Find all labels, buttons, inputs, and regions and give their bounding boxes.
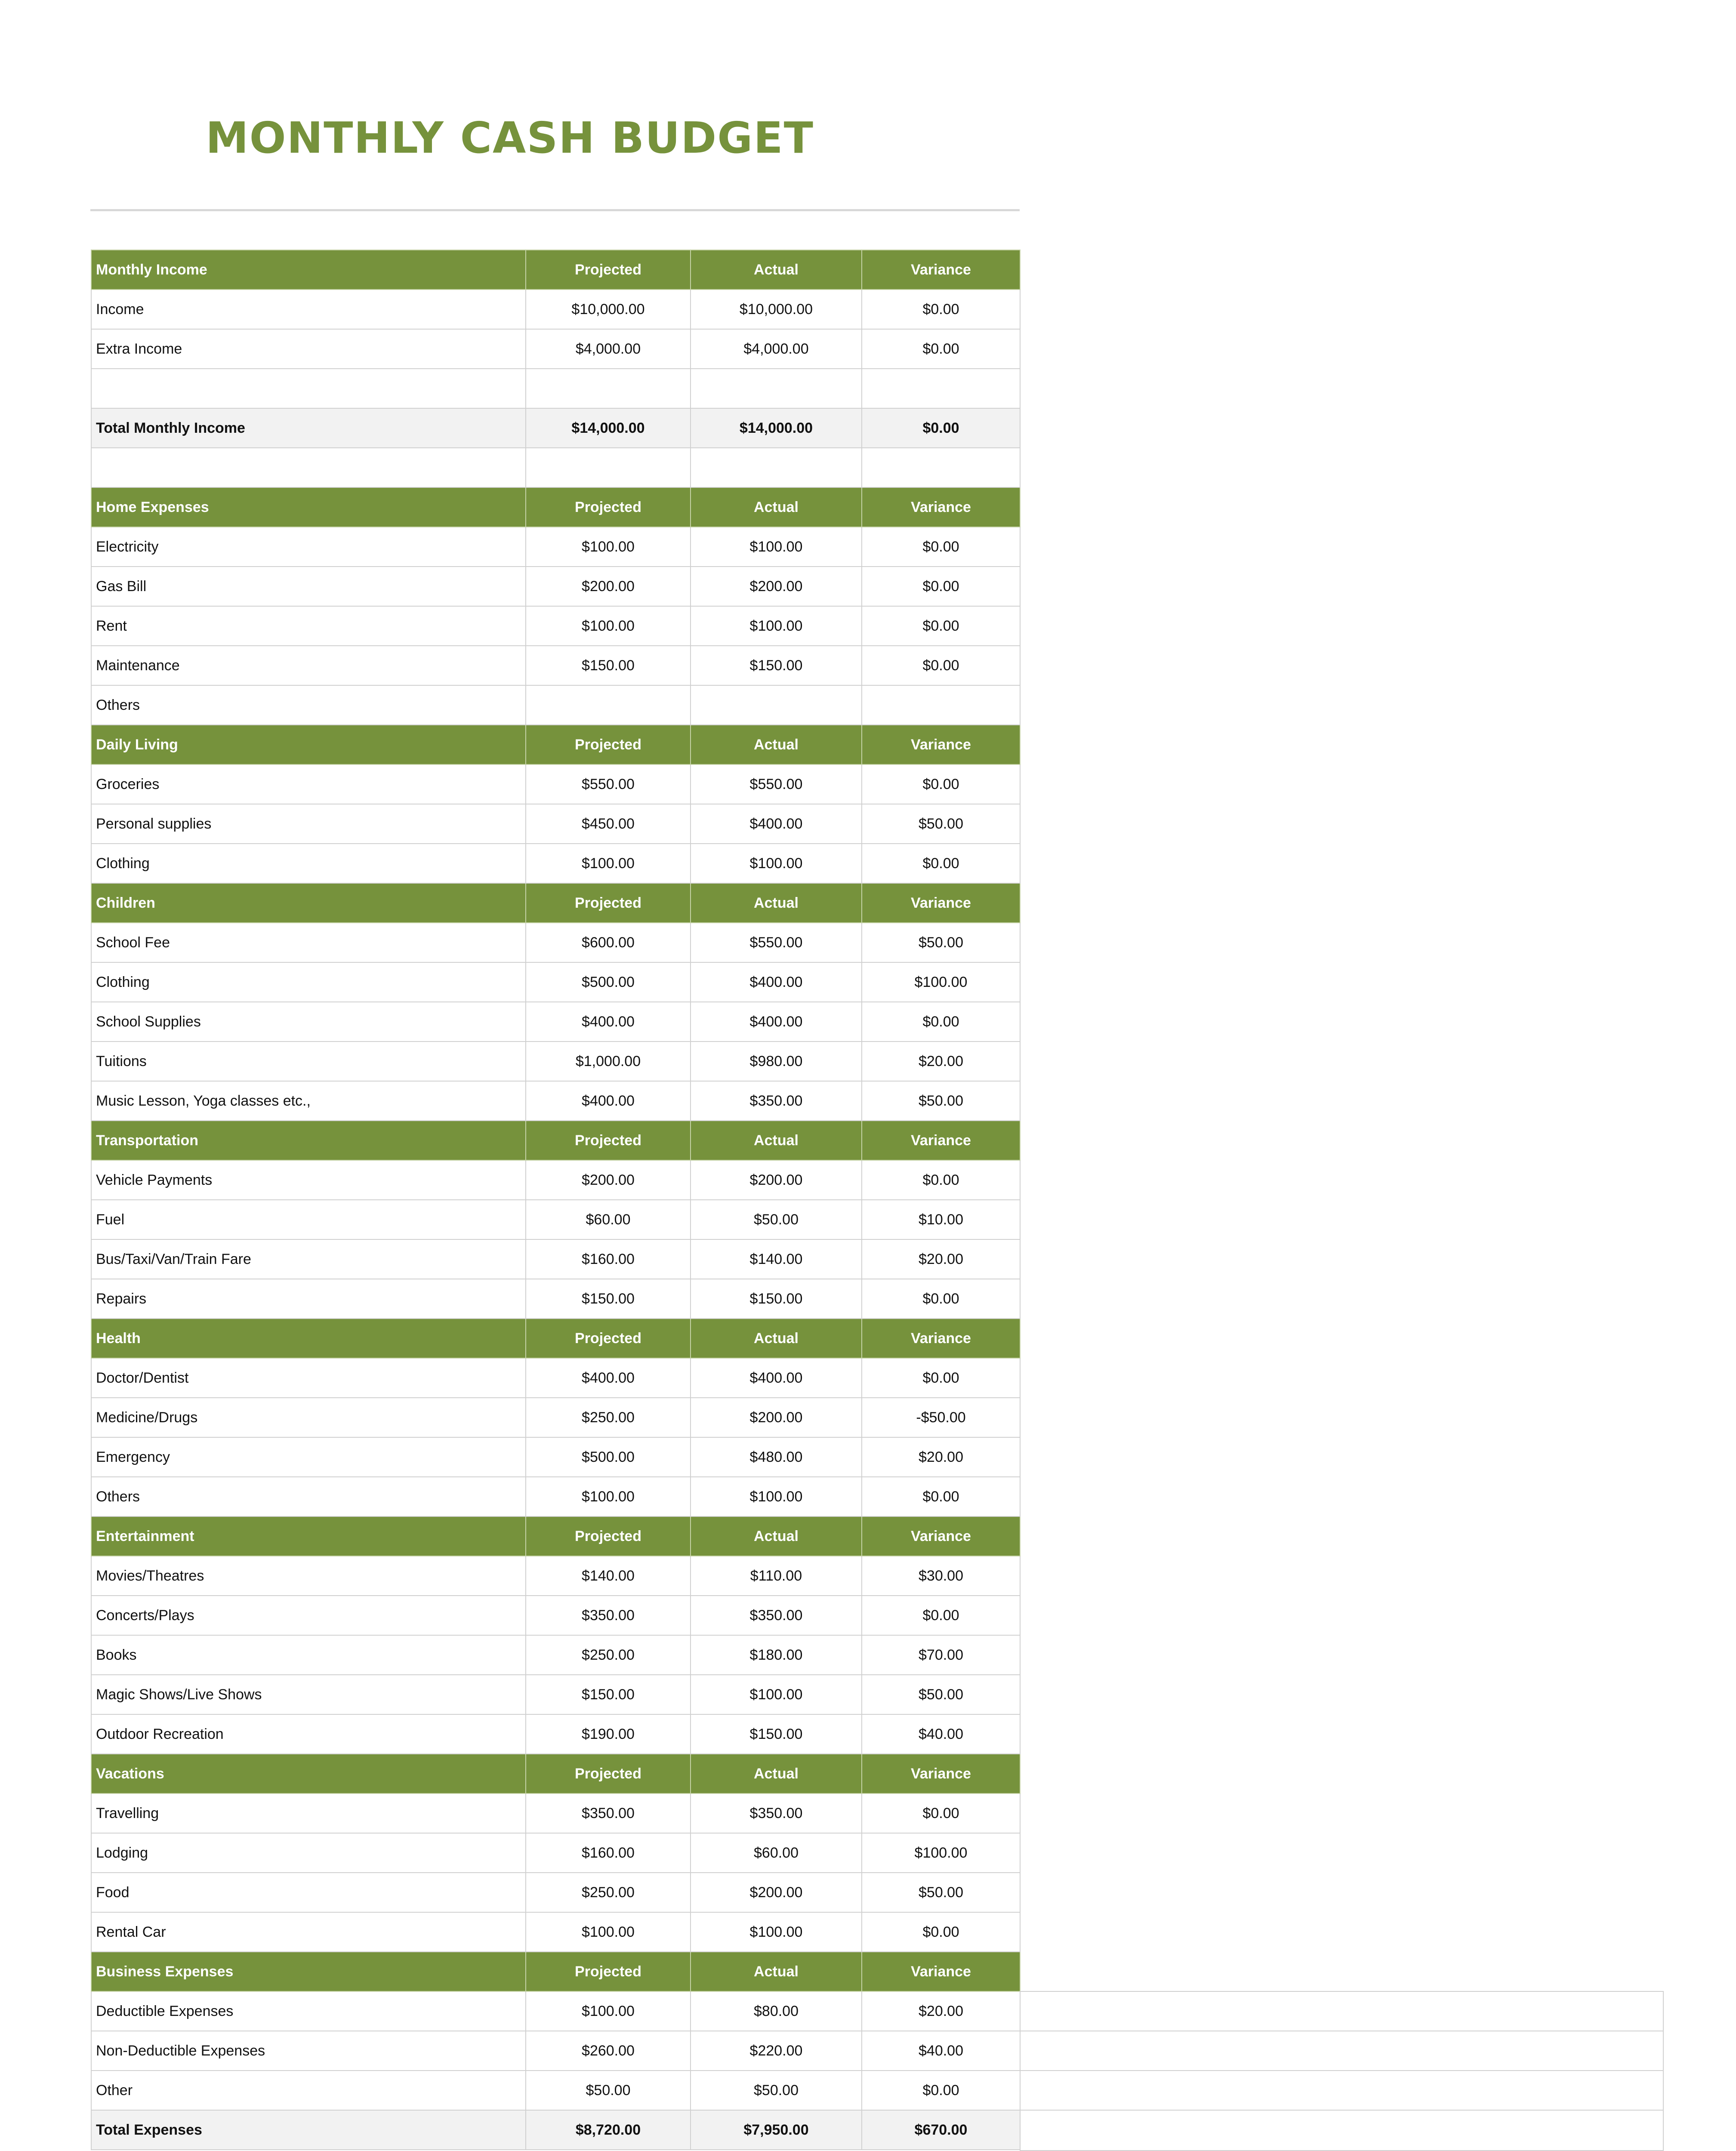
blank-cell [1020,2111,1663,2150]
blank-cell[interactable] [691,448,862,487]
actual-cell[interactable]: $350.00 [691,1794,862,1833]
projected-cell[interactable]: $400.00 [526,1358,691,1398]
projected-cell[interactable]: $160.00 [526,1833,691,1873]
section-header-row [91,1952,1020,1991]
table-row [91,1991,1020,2031]
row-label-cell[interactable]: Other [91,2071,526,2110]
table-row [91,1714,1020,1754]
actual-cell[interactable]: $100.00 [691,1675,862,1714]
table-row [91,1556,1020,1596]
projected-cell[interactable]: $100.00 [526,1477,691,1516]
side-blank-cells [1020,1991,1664,2151]
variance-cell[interactable]: $0.00 [862,1596,1020,1635]
actual-cell[interactable]: $110.00 [691,1556,862,1596]
projected-cell[interactable]: $250.00 [526,1398,691,1437]
column-header-actual[interactable]: Actual [691,250,862,290]
projected-cell[interactable]: $100.00 [526,527,691,567]
row-label-cell[interactable]: Repairs [91,1279,526,1319]
table-row [91,1160,1020,1200]
projected-cell[interactable]: $250.00 [526,1873,691,1912]
row-label-cell[interactable]: Fuel [91,1200,526,1239]
section-header-row [91,1121,1020,1160]
table-row [91,764,1020,804]
projected-cell[interactable] [526,369,691,408]
projected-cell[interactable]: $600.00 [526,923,691,962]
table-row [91,369,1020,408]
budget-table [91,250,1021,2151]
variance-cell[interactable]: $0.00 [862,844,1020,883]
actual-cell[interactable]: $550.00 [691,923,862,962]
projected-cell[interactable] [526,685,691,725]
actual-cell[interactable]: $80.00 [691,1991,862,2031]
projected-cell[interactable]: $500.00 [526,962,691,1002]
actual-cell[interactable]: $200.00 [691,567,862,606]
section-title-cell[interactable]: Transportation [91,1121,526,1160]
column-header-variance[interactable]: Variance [862,725,1020,764]
blank-cell [1020,2031,1663,2071]
actual-cell[interactable] [691,685,862,725]
variance-cell[interactable]: $0.00 [862,646,1020,685]
actual-cell[interactable]: $14,000.00 [691,408,862,448]
table-row [91,1358,1020,1398]
variance-cell[interactable]: $0.00 [862,527,1020,567]
row-label-cell[interactable]: Music Lesson, Yoga classes etc., [91,1081,526,1121]
row-label-cell[interactable]: Books [91,1635,526,1675]
row-label-cell[interactable]: Clothing [91,844,526,883]
section-title-cell[interactable]: Health [91,1319,526,1358]
variance-cell[interactable]: $670.00 [862,2110,1020,2150]
row-label-cell[interactable]: Outdoor Recreation [91,1714,526,1754]
row-label-cell[interactable]: Others [91,685,526,725]
row-label-cell[interactable]: Non-Deductible Expenses [91,2031,526,2071]
variance-cell[interactable]: $40.00 [862,2031,1020,2071]
actual-cell[interactable]: $400.00 [691,962,862,1002]
actual-cell[interactable]: $200.00 [691,1160,862,1200]
projected-cell[interactable]: $100.00 [526,606,691,646]
projected-cell[interactable]: $250.00 [526,1635,691,1675]
table-row [91,804,1020,844]
projected-cell[interactable]: $50.00 [526,2071,691,2110]
variance-cell[interactable]: $10.00 [862,1200,1020,1239]
variance-cell[interactable]: $0.00 [862,1279,1020,1319]
actual-cell[interactable]: $980.00 [691,1042,862,1081]
table-row [91,1239,1020,1279]
projected-cell[interactable]: $60.00 [526,1200,691,1239]
table-row [91,844,1020,883]
actual-cell[interactable]: $100.00 [691,606,862,646]
actual-cell[interactable]: $100.00 [691,1912,862,1952]
variance-cell[interactable]: $0.00 [862,1358,1020,1398]
variance-cell[interactable]: $0.00 [862,764,1020,804]
page-title: MONTHLY CASH BUDGET [206,113,814,163]
table-row [91,527,1020,567]
section-title-cell[interactable]: Home Expenses [91,487,526,527]
projected-cell[interactable]: $100.00 [526,1991,691,2031]
variance-cell[interactable]: $20.00 [862,1042,1020,1081]
table-row [91,1398,1020,1437]
section-header-row [91,883,1020,923]
variance-cell[interactable]: $20.00 [862,1437,1020,1477]
actual-cell[interactable]: $50.00 [691,2071,862,2110]
row-label-cell[interactable] [91,369,526,408]
variance-cell[interactable]: $70.00 [862,1635,1020,1675]
row-label-cell[interactable]: Movies/Theatres [91,1556,526,1596]
projected-cell[interactable]: $450.00 [526,804,691,844]
section-header-row [91,1319,1020,1358]
column-header-projected[interactable]: Projected [526,1121,691,1160]
row-label-cell[interactable]: School Fee [91,923,526,962]
actual-cell[interactable]: $100.00 [691,844,862,883]
table-row [91,1200,1020,1239]
projected-cell[interactable]: $400.00 [526,1081,691,1121]
table-row [91,2071,1020,2110]
table-row [91,1794,1020,1833]
projected-cell[interactable]: $350.00 [526,1794,691,1833]
actual-cell[interactable]: $7,950.00 [691,2110,862,2150]
actual-cell[interactable]: $100.00 [691,527,862,567]
section-header-row [91,1754,1020,1794]
projected-cell[interactable]: $260.00 [526,2031,691,2071]
column-header-variance[interactable]: Variance [862,1319,1020,1358]
variance-cell[interactable]: $100.00 [862,962,1020,1002]
section-header-row [91,487,1020,527]
row-label-cell[interactable]: Medicine/Drugs [91,1398,526,1437]
blank-cell [1020,1992,1663,2031]
table-row [91,329,1020,369]
column-header-projected[interactable]: Projected [526,1754,691,1794]
row-label-cell[interactable]: Magic Shows/Live Shows [91,1675,526,1714]
section-header-row [91,725,1020,764]
section-title-cell[interactable]: Daily Living [91,725,526,764]
blank-cell[interactable] [91,448,526,487]
row-label-cell[interactable]: Deductible Expenses [91,1991,526,2031]
projected-cell[interactable]: $8,720.00 [526,2110,691,2150]
table-row [91,606,1020,646]
actual-cell[interactable]: $150.00 [691,646,862,685]
section-title-cell[interactable]: Children [91,883,526,923]
section-header-row [91,1516,1020,1556]
actual-cell[interactable]: $400.00 [691,804,862,844]
column-header-projected[interactable]: Projected [526,250,691,290]
row-label-cell[interactable]: Personal supplies [91,804,526,844]
column-header-actual[interactable]: Actual [691,725,862,764]
variance-cell[interactable]: $0.00 [862,1912,1020,1952]
row-label-cell[interactable]: Lodging [91,1833,526,1873]
actual-cell[interactable] [691,369,862,408]
row-label-cell[interactable]: Food [91,1873,526,1912]
column-header-projected[interactable]: Projected [526,1516,691,1556]
row-label-cell[interactable]: Doctor/Dentist [91,1358,526,1398]
column-header-projected[interactable]: Projected [526,883,691,923]
section-title-cell[interactable]: Business Expenses [91,1952,526,1991]
projected-cell[interactable]: $190.00 [526,1714,691,1754]
section-title-cell[interactable]: Monthly Income [91,250,526,290]
row-label-cell[interactable]: Vehicle Payments [91,1160,526,1200]
projected-cell[interactable]: $160.00 [526,1239,691,1279]
column-header-variance[interactable]: Variance [862,487,1020,527]
column-header-actual[interactable]: Actual [691,1516,862,1556]
row-label-cell[interactable]: Travelling [91,1794,526,1833]
projected-cell[interactable]: $550.00 [526,764,691,804]
table-row [91,1912,1020,1952]
row-label-cell[interactable]: Rent [91,606,526,646]
variance-cell[interactable]: $0.00 [862,329,1020,369]
actual-cell[interactable]: $480.00 [691,1437,862,1477]
variance-cell[interactable]: $0.00 [862,2071,1020,2110]
table-row [91,923,1020,962]
projected-cell[interactable]: $150.00 [526,646,691,685]
table-row [91,962,1020,1002]
variance-cell[interactable]: $20.00 [862,1239,1020,1279]
total-row [91,408,1020,448]
row-label-cell[interactable]: Rental Car [91,1912,526,1952]
row-label-cell[interactable]: Bus/Taxi/Van/Train Fare [91,1239,526,1279]
variance-cell[interactable]: $0.00 [862,1002,1020,1042]
row-label-cell[interactable]: Income [91,290,526,329]
actual-cell[interactable]: $140.00 [691,1239,862,1279]
column-header-actual[interactable]: Actual [691,883,862,923]
actual-cell[interactable]: $50.00 [691,1200,862,1239]
table-row [91,1437,1020,1477]
table-row [91,2031,1020,2071]
total-row [91,2110,1020,2150]
column-header-variance[interactable]: Variance [862,1121,1020,1160]
actual-cell[interactable]: $4,000.00 [691,329,862,369]
column-header-projected[interactable]: Projected [526,725,691,764]
projected-cell[interactable]: $1,000.00 [526,1042,691,1081]
projected-cell[interactable]: $350.00 [526,1596,691,1635]
table-row [91,567,1020,606]
actual-cell[interactable]: $350.00 [691,1081,862,1121]
projected-cell[interactable]: $100.00 [526,844,691,883]
variance-cell[interactable]: $0.00 [862,1794,1020,1833]
variance-cell[interactable]: -$50.00 [862,1398,1020,1437]
title-divider [90,209,1020,211]
projected-cell[interactable]: $150.00 [526,1279,691,1319]
actual-cell[interactable]: $10,000.00 [691,290,862,329]
variance-cell[interactable]: $40.00 [862,1714,1020,1754]
column-header-actual[interactable]: Actual [691,1319,862,1358]
row-label-cell[interactable]: Electricity [91,527,526,567]
row-label-cell[interactable]: Groceries [91,764,526,804]
variance-cell[interactable]: $0.00 [862,1477,1020,1516]
column-header-projected[interactable]: Projected [526,1952,691,1991]
projected-cell[interactable]: $200.00 [526,567,691,606]
column-header-actual[interactable]: Actual [691,1121,862,1160]
actual-cell[interactable]: $200.00 [691,1873,862,1912]
column-header-actual[interactable]: Actual [691,487,862,527]
section-title-cell[interactable]: Vacations [91,1754,526,1794]
table-row [91,1477,1020,1516]
variance-cell[interactable]: $50.00 [862,804,1020,844]
table-row [91,1081,1020,1121]
variance-cell[interactable]: $50.00 [862,1873,1020,1912]
column-header-variance[interactable]: Variance [862,250,1020,290]
actual-cell[interactable]: $200.00 [691,1398,862,1437]
column-header-variance[interactable]: Variance [862,1516,1020,1556]
projected-cell[interactable]: $140.00 [526,1556,691,1596]
variance-cell[interactable]: $0.00 [862,606,1020,646]
projected-cell[interactable]: $150.00 [526,1675,691,1714]
column-header-variance[interactable]: Variance [862,1754,1020,1794]
projected-cell[interactable]: $500.00 [526,1437,691,1477]
section-header-row [91,250,1020,290]
table-row [91,290,1020,329]
actual-cell[interactable]: $550.00 [691,764,862,804]
projected-cell[interactable]: $200.00 [526,1160,691,1200]
actual-cell[interactable]: $100.00 [691,1477,862,1516]
row-label-cell[interactable]: Others [91,1477,526,1516]
variance-cell[interactable] [862,369,1020,408]
row-label-cell[interactable]: Total Monthly Income [91,408,526,448]
actual-cell[interactable]: $150.00 [691,1714,862,1754]
blank-cell[interactable] [862,448,1020,487]
actual-cell[interactable]: $60.00 [691,1833,862,1873]
table-row [91,1635,1020,1675]
column-header-variance[interactable]: Variance [862,883,1020,923]
column-header-projected[interactable]: Projected [526,1319,691,1358]
actual-cell[interactable]: $180.00 [691,1635,862,1675]
table-row [91,646,1020,685]
blank-row [91,448,1020,487]
projected-cell[interactable]: $14,000.00 [526,408,691,448]
column-header-projected[interactable]: Projected [526,487,691,527]
projected-cell[interactable]: $400.00 [526,1002,691,1042]
table-row [91,685,1020,725]
table-row [91,1873,1020,1912]
variance-cell[interactable]: $0.00 [862,290,1020,329]
row-label-cell[interactable]: Total Expenses [91,2110,526,2150]
variance-cell[interactable] [862,685,1020,725]
row-label-cell[interactable]: Concerts/Plays [91,1596,526,1635]
variance-cell[interactable]: $100.00 [862,1833,1020,1873]
row-label-cell[interactable]: Emergency [91,1437,526,1477]
row-label-cell[interactable]: Maintenance [91,646,526,685]
table-row [91,1833,1020,1873]
actual-cell[interactable]: $350.00 [691,1596,862,1635]
table-row [91,1002,1020,1042]
variance-cell[interactable]: $50.00 [862,1675,1020,1714]
blank-cell [1020,2071,1663,2111]
variance-cell[interactable]: $30.00 [862,1556,1020,1596]
actual-cell[interactable]: $150.00 [691,1279,862,1319]
section-title-cell[interactable]: Entertainment [91,1516,526,1556]
projected-cell[interactable]: $4,000.00 [526,329,691,369]
row-label-cell[interactable]: Tuitions [91,1042,526,1081]
actual-cell[interactable]: $400.00 [691,1002,862,1042]
row-label-cell[interactable]: School Supplies [91,1002,526,1042]
variance-cell[interactable]: $0.00 [862,408,1020,448]
blank-cell[interactable] [526,448,691,487]
row-label-cell[interactable]: Extra Income [91,329,526,369]
table-row [91,1279,1020,1319]
table-row [91,1675,1020,1714]
variance-cell[interactable]: $50.00 [862,923,1020,962]
table-row [91,1042,1020,1081]
projected-cell[interactable]: $10,000.00 [526,290,691,329]
table-row [91,1596,1020,1635]
variance-cell[interactable]: $0.00 [862,1160,1020,1200]
column-header-variance[interactable]: Variance [862,1952,1020,1991]
variance-cell[interactable]: $20.00 [862,1991,1020,2031]
row-label-cell[interactable]: Gas Bill [91,567,526,606]
row-label-cell[interactable]: Clothing [91,962,526,1002]
column-header-actual[interactable]: Actual [691,1952,862,1991]
variance-cell[interactable]: $0.00 [862,567,1020,606]
actual-cell[interactable]: $400.00 [691,1358,862,1398]
variance-cell[interactable]: $50.00 [862,1081,1020,1121]
projected-cell[interactable]: $100.00 [526,1912,691,1952]
column-header-actual[interactable]: Actual [691,1754,862,1794]
actual-cell[interactable]: $220.00 [691,2031,862,2071]
